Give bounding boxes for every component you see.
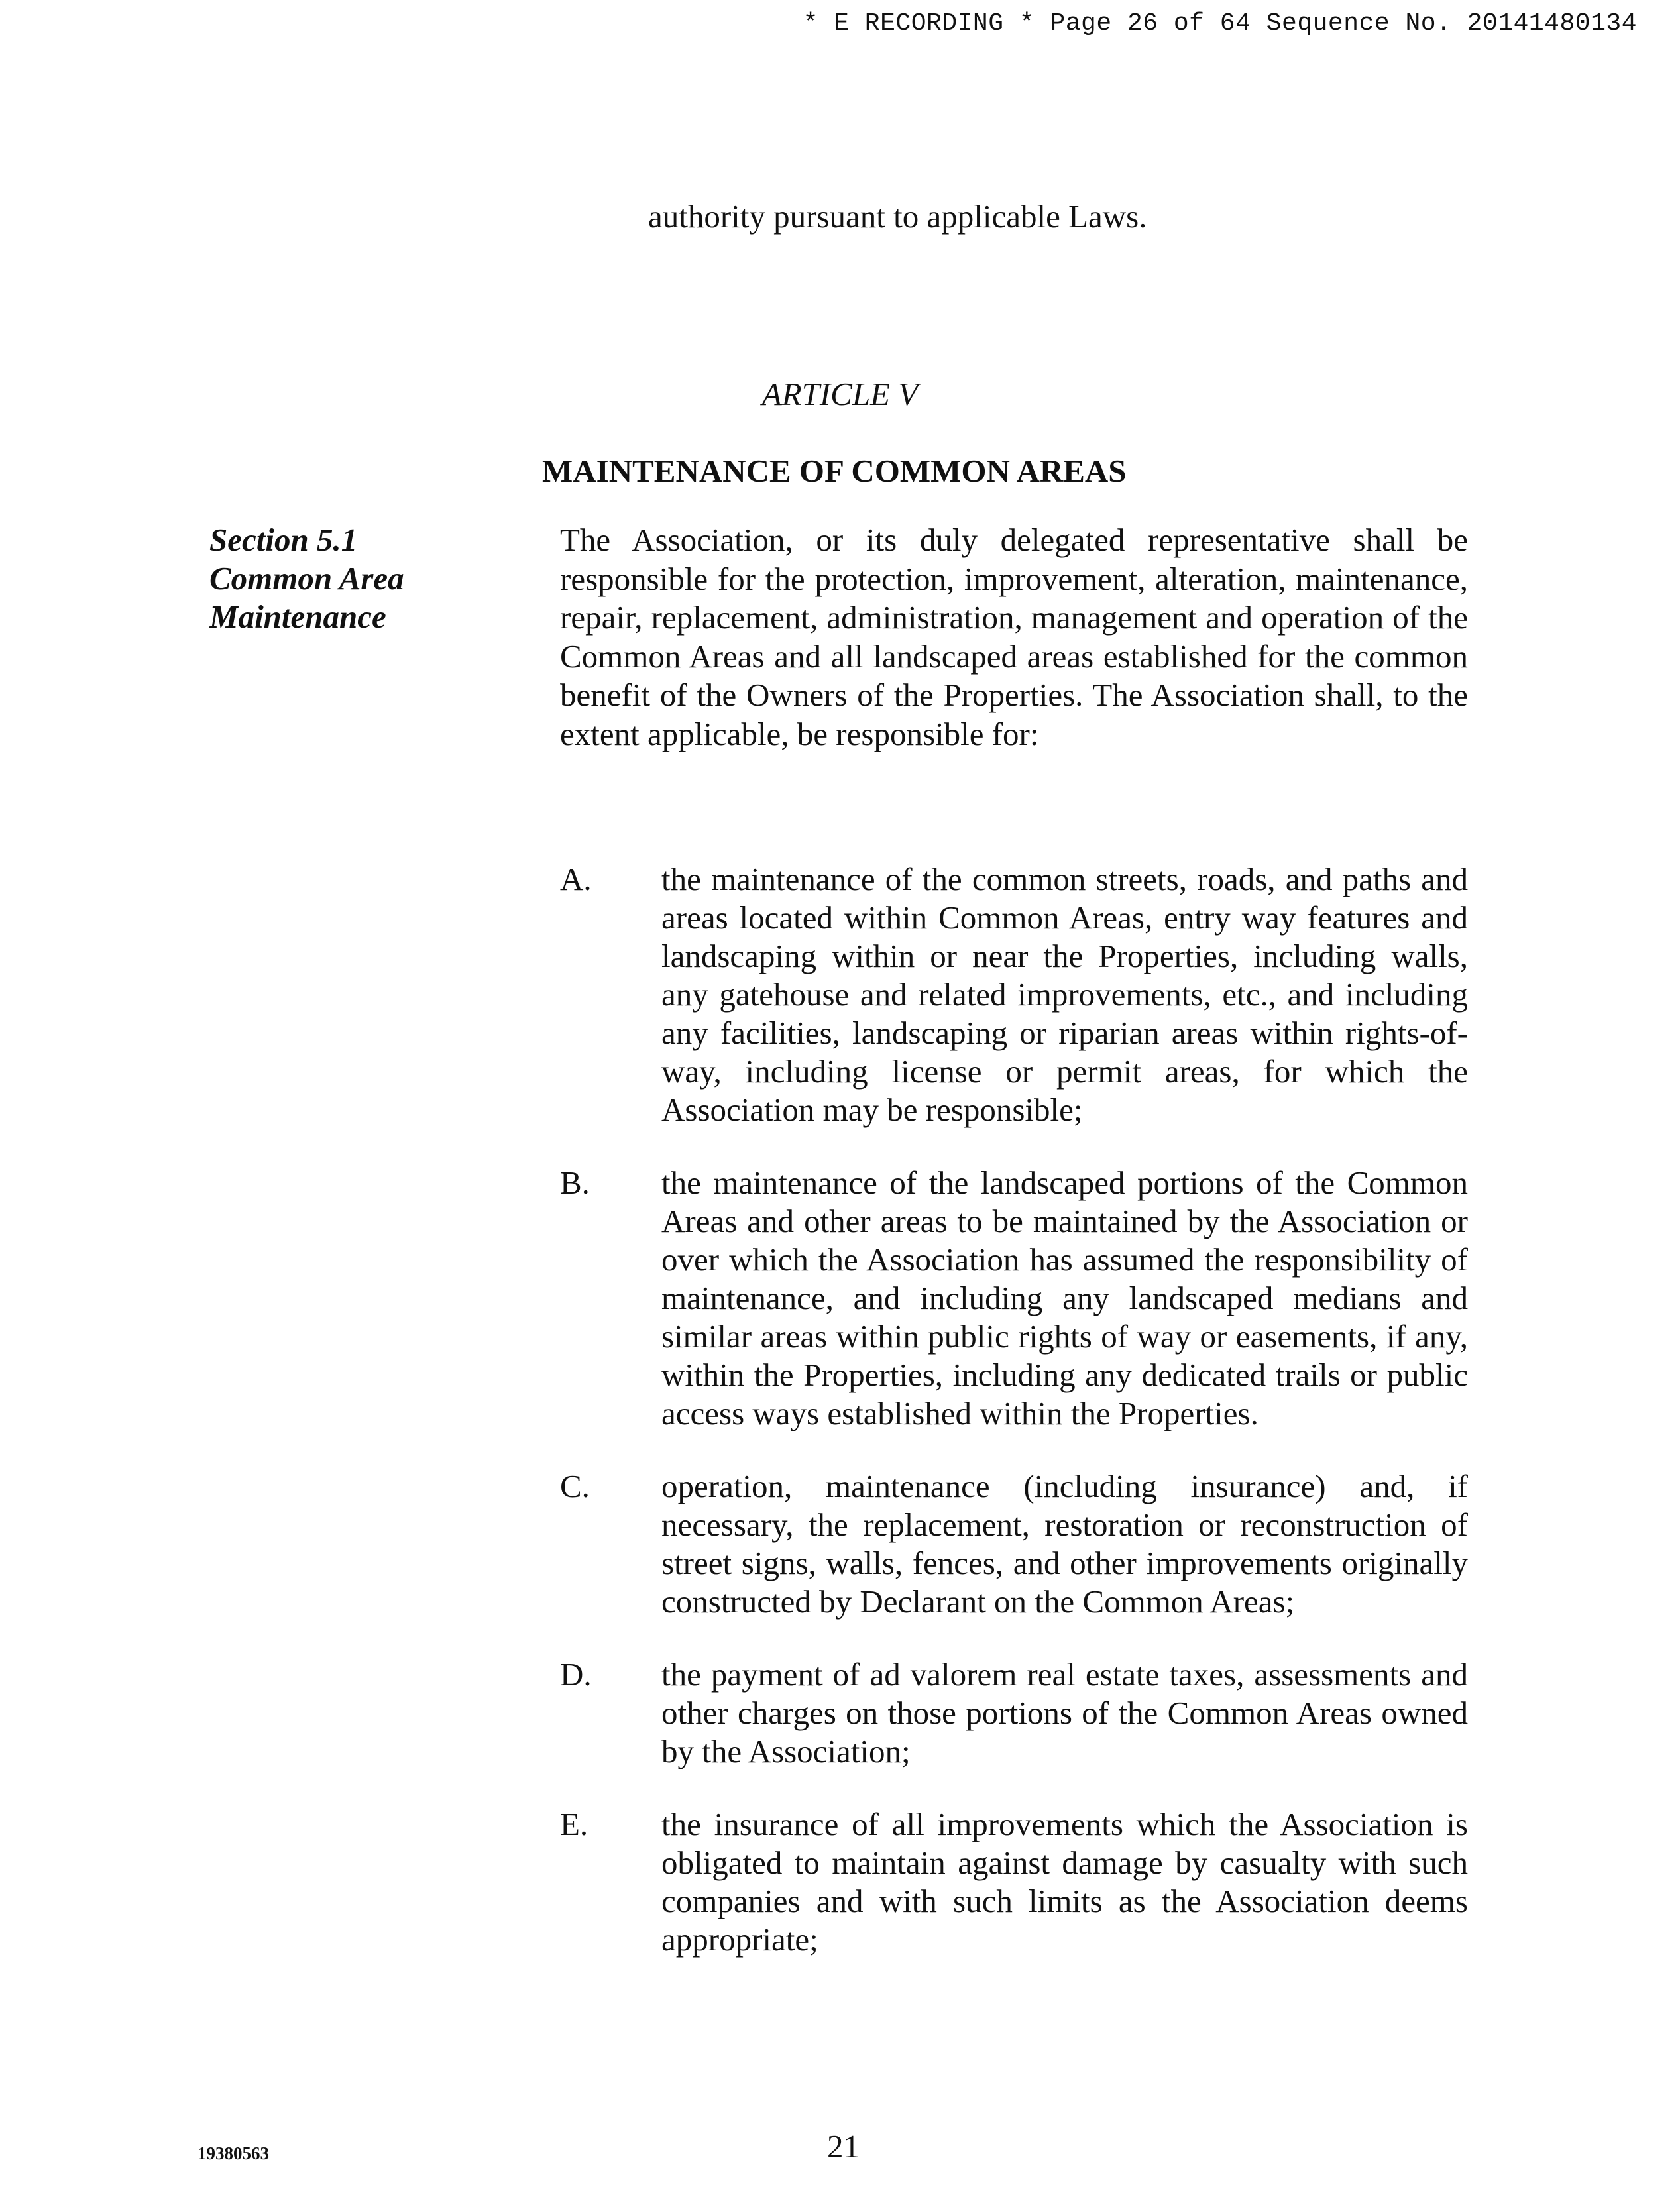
footer-document-id: 19380563: [197, 2143, 269, 2163]
page-number: 21: [827, 2128, 860, 2164]
section-title-line2: Maintenance: [209, 598, 386, 635]
list-item-text: the maintenance of the landscaped portions of the Common Areas and other areas to be maintained by the Association or over which the Association has assumed the responsibility of maintenance, and including any landscaped medians and similar areas within public rights of way or easements, if any, within the Properties, including any dedicated trails or public access ways established within the Properties.: [661, 1164, 1468, 1431]
list-item: [560, 860, 1468, 1129]
list-item: [560, 1164, 1468, 1433]
list-item: [560, 1656, 1468, 1771]
list-item: [560, 1467, 1468, 1621]
recording-stamp-header: * E RECORDING * Page 26 of 64 Sequence No. 20141480134: [803, 9, 1637, 38]
section-intro-paragraph: The Association, or its duly delegated representative shall be responsible for the protection, improvement, alteration, maintenance, repair, replacement, administration, management and operation of the Common Areas and all landscaped areas established for the common benefit of the Owners of the Properties. The Association shall, to the extent applicable, be responsible for:: [560, 522, 1468, 752]
article-title: MAINTENANCE OF COMMON AREAS: [542, 453, 1127, 489]
list-item-letter: C.: [560, 1468, 590, 1504]
list-item-text: operation, maintenance (including insurance) and, if necessary, the replacement, restoration or reconstruction of street signs, walls, fences, and other improvements originally constructed by Declarant on the Common Areas;: [661, 1468, 1468, 1620]
section-title-line1: Common Area: [209, 560, 404, 596]
list-item-letter: D.: [560, 1656, 592, 1693]
section-number: Section 5.1: [209, 522, 358, 558]
list-item-text: the payment of ad valorem real estate taxes, assessments and other charges on those portions of the Common Areas owned by the Association;: [661, 1656, 1468, 1769]
continuation-text: authority pursuant to applicable Laws.: [648, 198, 1147, 235]
list-item-letter: B.: [560, 1164, 590, 1201]
section-side-label: [209, 521, 475, 636]
list-item-text: the maintenance of the common streets, roads, and paths and areas located within Common Areas, entry way features and landscaping within or near the Properties, including walls, any gatehouse and related improvements, etc., and including any facilities, landscaping or riparian areas within rights-of-way, including license or permit areas, for which the Association may be responsible;: [661, 861, 1468, 1128]
list-item-text: the insurance of all improvements which the Association is obligated to maintain against damage by casualty with such companies and with such limits as the Association deems appropriate;: [661, 1806, 1468, 1958]
article-number-text: ARTICLE V: [761, 376, 919, 412]
list-item-letter: E.: [560, 1806, 588, 1842]
article-number: [0, 375, 1680, 413]
list-item: [560, 1805, 1468, 1959]
responsibility-list: [560, 860, 1468, 1959]
list-item-letter: A.: [560, 861, 592, 897]
